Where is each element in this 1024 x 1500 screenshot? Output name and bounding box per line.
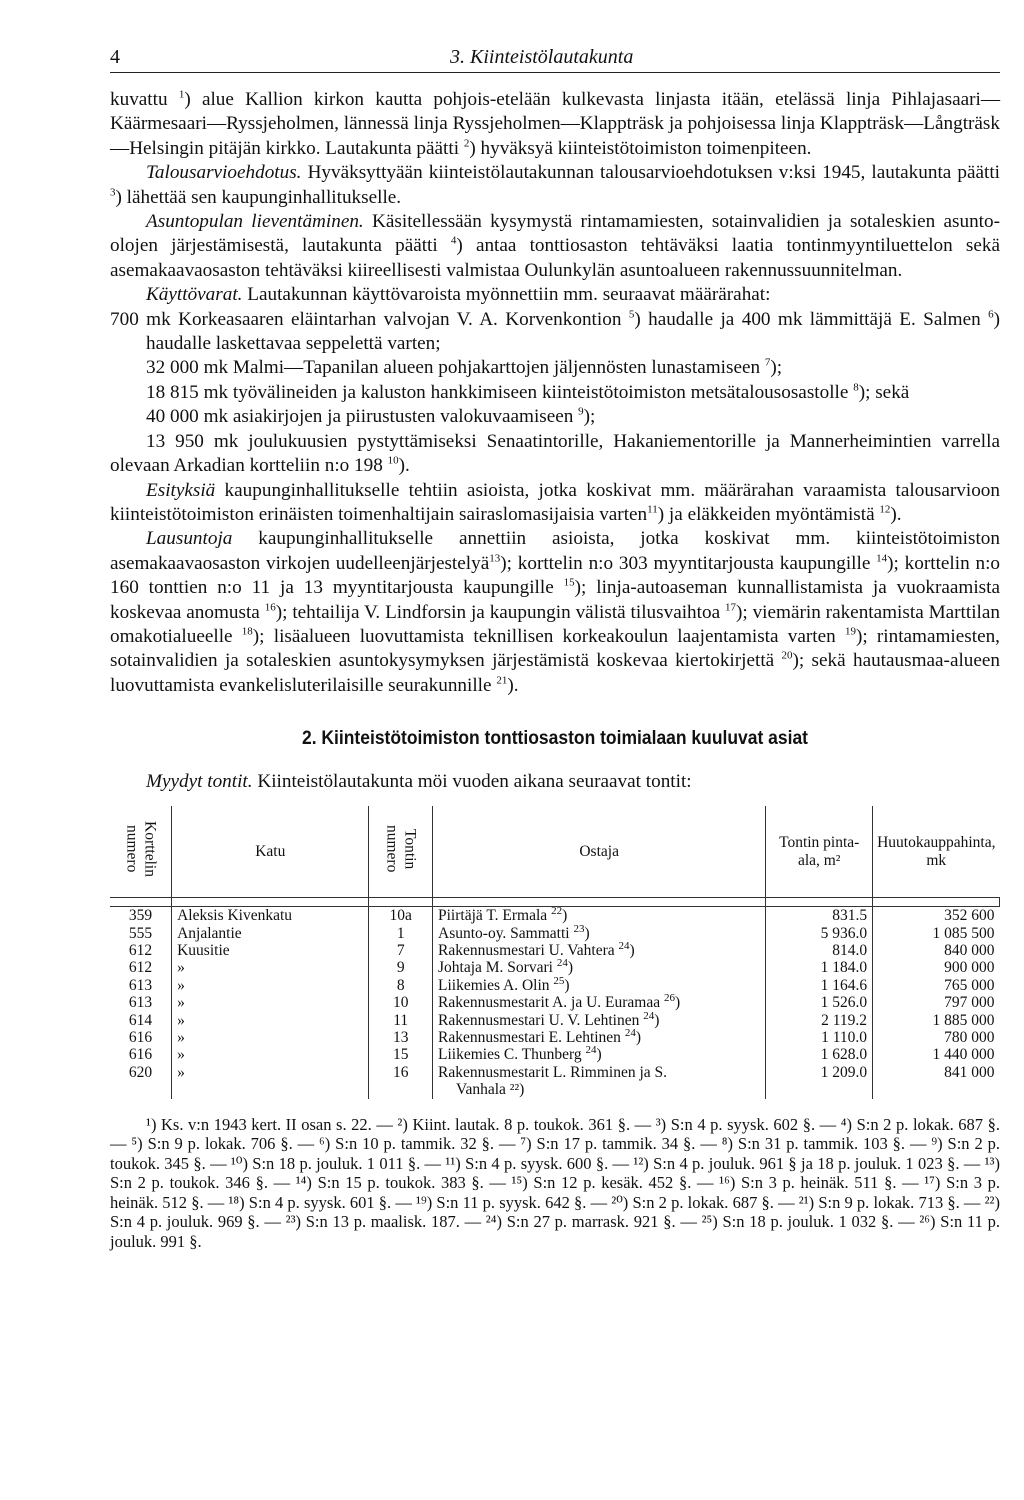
buyer-cell: Rakennusmestari E. Lehtinen $^{24}$)	[433, 1029, 766, 1046]
block-number-cell: 613	[110, 994, 172, 1011]
buyer-cell: Liikemies C. Thunberg $^{24}$)	[433, 1046, 766, 1063]
buyer-cell: Rakennusmestari U. Vahtera $^{24}$)	[433, 942, 766, 959]
street-cell: »	[172, 1046, 369, 1063]
paragraph: 40 000 mk asiakirjojen ja piirustusten valokuvaamiseen $^9$);	[146, 405, 596, 428]
lot-number-cell: 11	[369, 1012, 433, 1029]
street-cell: »	[172, 1029, 369, 1046]
sold-lots-table	[110, 806, 1000, 1098]
table-row	[110, 1012, 1000, 1029]
lot-number-cell: 9	[369, 959, 433, 976]
area-cell: 1 110.0	[766, 1029, 873, 1046]
buyer-cell: Piirtäjä T. Ermala $^{22}$)	[433, 907, 766, 925]
street-cell: »	[172, 1064, 369, 1099]
footnotes: ¹) Ks. v:n 1943 kert. II osan s. 22. — ²) Kiint. lautak. 8 p. toukok. 361 §. — ³) S:n 4 p. syysk. 602 §. — ⁴) S:n 2 p. lokak. 687 §. — ⁵) S:n 9 p. lokak. 706 §. — ⁶) S:n 10 p. tammik. 32 §. — ⁷) S:n 17 p. tammik. 34 §. — ⁸) S:n 31 p. tammik. 103 §. — ⁹) S:n 2 p. toukok. 345 §. — ¹⁰) S:n 18 p. jouluk. 1 011 §. — ¹¹) S:n 4 p. syysk. 600 §. — ¹²) S:n 4 p. jouluk. 961 § ja 18 p. jouluk. 1 023 §. — ¹³) S:n 2 p. toukok. 346 §. — ¹⁴) S:n 15 p. toukok. 383 §. — ¹⁵) S:n 12 p. kesäk. 452 §. — ¹⁶) S:n 3 p. heinäk. 511 §. — ¹⁷) S:n 3 p. heinäk. 512 §. — ¹⁸) S:n 4 p. syysk. 601 §. — ¹⁹) S:n 11 p. syysk. 642 §. — ²⁰) S:n 2 p. lokak. 687 §. — ²¹) S:n 9 p. lokak. 713 §. — ²²) S:n 4 p. jouluk. 969 §. — ²³) S:n 13 p. maalisk. 187. — ²⁴) S:n 27 p. marrask. 921 §. — ²⁵) S:n 18 p. jouluk. 1 032 §. — ²⁶) S:n 11 p. jouluk. 991 §.	[110, 1114, 1000, 1251]
area-cell: 831.5	[766, 907, 873, 925]
price-cell: 1 885 000	[932, 1011, 995, 1029]
street-cell: »	[172, 959, 369, 976]
block-number-cell: 613	[110, 977, 172, 994]
block-number-cell: 620	[110, 1064, 172, 1099]
buyer-cell: Rakennusmestari U. V. Lehtinen $^{24}$)	[433, 1012, 766, 1029]
table-row	[110, 907, 1000, 925]
street-cell: »	[172, 1012, 369, 1029]
body-text	[110, 88, 1000, 698]
price-cell: 780 000	[944, 1029, 995, 1046]
block-number-cell: 359	[110, 907, 172, 925]
paragraph: Lausuntoja kaupunginhallitukselle annettiin asioista, jotka koskivat mm. kiinteistötoimiston asemakaavaosaston virkojen uudelleenjärjestelyä$^{13}$); korttelin n:o 303 myyntitarjousta kaupungille $^{14}$); korttelin n:o 160 tonttien n:o 11 ja 13 myyntitarjousta kaupungille $^{15}$); linja-autoaseman kunnallistamista ja vuokraamista koskevaa anomusta $^{16}$); tehtailija V. Lindforsin ja kaupungin välistä tilusvaihtoa $^{17}$); viemärin rakentamista Marttilan omakotialueelle $^{18}$); lisäalueen luovuttamista teknillisen korkeakoulun laajentamista varten $^{19}$); rintamamiesten, sotainvalidien ja sotaleskien asuntokysymyksen järjestämistä koskevaa kiertokirjettä $^{20}$); sekä hautausmaa-alueen luovuttamista evankelisluterilaisille seurakunnille $^{21}$).	[110, 528, 1001, 696]
street-cell: »	[172, 977, 369, 994]
price-cell: 352 600	[944, 907, 995, 925]
table-row	[110, 1046, 1000, 1063]
paragraph: 18 815 mk työvälineiden ja kaluston hankkimiseen kiinteistötoimiston metsätalousosastolle $^8$); sekä	[146, 381, 910, 403]
page-number: 4	[110, 46, 120, 68]
price-cell: 797 000	[944, 994, 995, 1012]
column-header: Ostaja	[433, 806, 766, 898]
paragraph: Esityksiä kaupunginhallitukselle tehtiin asioista, jotka koskivat mm. määrärahan varaamista talousarvioon kiinteistötoimiston erinäisten toimenhaltijain sairaslomasijaisia varten$^{11}$) ja eläkkeiden myöntämistä $^{12}$).	[110, 479, 1000, 525]
area-cell: 5 936.0	[766, 925, 873, 942]
lot-number-cell: 13	[369, 1029, 433, 1046]
area-cell: 1 184.0	[766, 959, 873, 976]
lot-number-cell: 10	[369, 994, 433, 1011]
street-cell: Aleksis Kivenkatu	[172, 907, 369, 925]
area-cell: 1 628.0	[766, 1046, 873, 1063]
page-header	[110, 40, 1000, 74]
document-page	[110, 40, 1000, 1251]
table-row	[110, 1029, 1000, 1046]
street-cell: »	[172, 994, 369, 1011]
area-cell: 1 526.0	[766, 994, 873, 1011]
buyer-cell: Rakennusmestarit L. Rimminen ja S. Vanhala ²²)	[433, 1064, 766, 1099]
running-title: 3. Kiinteistölautakunta	[450, 46, 634, 68]
paragraph: Käyttövarat. Lautakunnan käyttövaroista myönnettiin mm. seuraavat määrärahat:	[146, 284, 771, 306]
price-cell: 1 085 500	[932, 924, 995, 942]
block-number-cell: 612	[110, 942, 172, 959]
section-intro: Myydyt tontit. Kiinteistölautakunta möi vuoden aikana seuraavat tontit:	[146, 771, 692, 793]
table-row	[110, 977, 1000, 994]
price-cell: 900 000	[944, 959, 995, 977]
table-header-row	[110, 806, 1000, 898]
buyer-cell: Johtaja M. Sorvari $^{24}$)	[433, 959, 766, 976]
area-cell: 1 209.0	[766, 1064, 873, 1099]
section-heading: 2. Kiinteistötoimiston tonttiosaston toimialaan kuuluvat asiat	[301, 728, 808, 750]
buyer-cell: Asunto-oy. Sammatti $^{23}$)	[433, 925, 766, 942]
column-header: Huutokauppahinta, mk	[873, 806, 1000, 898]
price-cell: 765 000	[944, 976, 995, 994]
lot-number-cell: 7	[369, 942, 433, 959]
table-row	[110, 925, 1000, 942]
block-number-cell: 614	[110, 1012, 172, 1029]
header-rule	[110, 72, 1000, 73]
lot-number-cell: 1	[369, 925, 433, 942]
buyer-cell: Rakennusmestarit A. ja U. Euramaa $^{26}$)	[433, 994, 766, 1011]
column-header: Katu	[172, 806, 369, 898]
column-header: Tontin pinta-ala, m²	[766, 806, 873, 898]
block-number-cell: 616	[110, 1046, 172, 1063]
table-row	[110, 1064, 1000, 1099]
price-cell: 841 000	[944, 1063, 995, 1081]
area-cell: 814.0	[766, 942, 873, 959]
lot-number-cell: 15	[369, 1046, 433, 1063]
table-row	[110, 994, 1000, 1011]
area-cell: 2 119.2	[766, 1012, 873, 1029]
price-cell: 840 000	[944, 941, 995, 959]
price-cell: 1 440 000	[932, 1046, 995, 1064]
block-number-cell: 616	[110, 1029, 172, 1046]
paragraph: 700 mk Korkeasaaren eläintarhan valvojan V. A. Korvenkontion $^5$) haudalle ja 400 mk lämmittäjä E. Salmen $^6$) haudalle laskettavaa seppelettä varten;	[110, 308, 1000, 355]
paragraph: 13 950 mk joulukuusien pystyttämiseksi Senaatintorille, Hakaniementorille ja Mannerheimintien varrella olevaan Arkadian kortteliin n:o 198 $^{10}$).	[110, 430, 1000, 477]
block-number-cell: 555	[110, 925, 172, 942]
column-header: Korttelin numero	[110, 806, 172, 898]
area-cell: 1 164.6	[766, 977, 873, 994]
lot-number-cell: 10a	[369, 907, 433, 925]
block-number-cell: 612	[110, 959, 172, 976]
paragraph: Asuntopulan lieventäminen. Käsitellessään kysymystä rintamamiesten, sotainvalidien ja sotaleskien asunto-olojen järjestämisestä, lautakunta päätti $^4$) antaa tonttiosaston tehtäväksi laatia tontinmyyntiluettelon sekä asemakaavaosaston tehtäväksi kiireellisesti valmistaa Oulunkylän asuntoalueen rakennussuunnitelman.	[110, 211, 1000, 281]
street-cell: Anjalantie	[172, 925, 369, 942]
table-row	[110, 942, 1000, 959]
street-cell: Kuusitie	[172, 942, 369, 959]
buyer-cell: Liikemies A. Olin $^{25}$)	[433, 977, 766, 994]
paragraph: 32 000 mk Malmi—Tapanilan alueen pohjakarttojen jäljennösten lunastamiseen $^7$);	[146, 357, 783, 379]
column-header: Tontin numero	[369, 806, 433, 898]
lot-number-cell: 16	[369, 1064, 433, 1099]
paragraph: kuvattu $^1$) alue Kallion kirkon kautta pohjois-etelään kulkevasta linjasta itään, etelässä linja Pihlajasaari—Käärmesaari—Ryssjeholmen, lännessä linja Ryssjeholmen—Klappträsk ja pohjoisessa linja Klappträsk—Långträsk—Helsingin pitäjän kirkko. Lautakunta päätti $^2$) hyväksyä kiinteistötoimiston toimenpiteen.	[110, 88, 1001, 159]
lot-number-cell: 8	[369, 977, 433, 994]
paragraph: Talousarvioehdotus. Hyväksyttyään kiinteistölautakunnan talousarvioehdotuksen v:ksi 1945, lautakunta päätti $^3$) lähettää sen kaupunginhallitukselle.	[110, 162, 1000, 208]
